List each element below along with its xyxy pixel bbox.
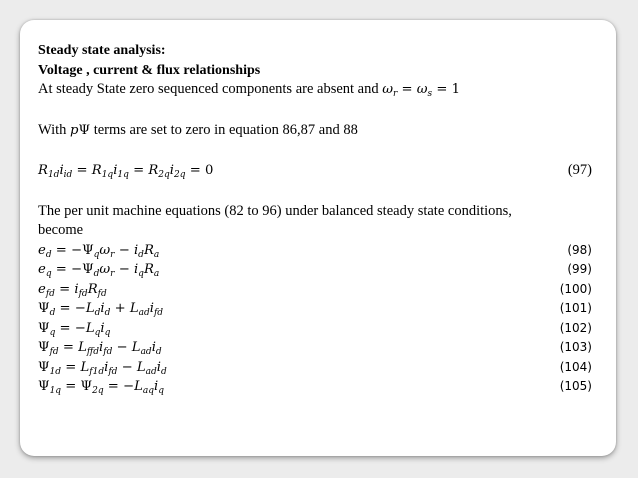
ppsi-suffix: terms are set to zero in equation 86,87 and 88: [93, 121, 358, 138]
intro-line: [38, 80, 598, 100]
per-unit-line-1: The per unit machine equations (82 to 96) under balanced steady state conditions,: [38, 202, 512, 219]
ppsi-line: [38, 121, 598, 141]
equation-104-number: (104): [559, 359, 592, 374]
equation-100-number: (100): [559, 281, 592, 296]
equation-98-number: (98): [567, 242, 592, 257]
equation-97-number: (97): [567, 162, 592, 178]
spacer: [38, 100, 598, 121]
ppsi-prefix: With: [38, 121, 67, 138]
heading-relationships: Voltage , current & flux relationships: [38, 62, 261, 78]
spacer: [38, 181, 598, 202]
slide: [20, 20, 616, 456]
equation-103: $\Psi_{fd} = L_{ffd}i_{fd} - L_{ad}i_d$ (103): [38, 340, 592, 357]
equation-98: $e_d = -\Psi_q\omega_r - i_dR_a$ (98): [38, 242, 592, 260]
equation-104: $\Psi_{1d} = L_{f1d}i_{fd} - L_{ad}i_d$ (104): [38, 359, 592, 377]
equation-97: $R_{1d}i_{id} = R_{1q}i_{1q} = R_{2q}i_{2q} = 0$ (97): [38, 162, 592, 180]
spacer: [38, 140, 598, 161]
equation-105-number: (105): [559, 379, 592, 393]
per-unit-line-2: become: [38, 222, 84, 238]
equation-100: $e_{fd} = i_{fd}R_{fd}$ (100): [38, 281, 592, 299]
equation-102: $\Psi_q = -L_qi_q$ (102): [38, 320, 592, 338]
equation-103-number: (103): [559, 340, 592, 354]
intro-text: At steady State zero sequenced components are absent and: [38, 81, 379, 97]
equation-99: $e_q = -\Psi_d\omega_r - i_qR_a$ (99): [38, 262, 592, 279]
equation-105: $\Psi_{1q} = \Psi_{2q} = -L_{aq}i_q$ (105): [38, 379, 592, 396]
equation-102-number: (102): [559, 320, 592, 335]
equation-101: $\Psi_d = -L_di_d + L_{ad}i_{fd}$ (101): [38, 301, 592, 318]
slide-content: [38, 41, 598, 397]
intro-math: $\omega_r = \omega_s = 1$: [382, 82, 461, 99]
ppsi-term: pΨ: [70, 122, 91, 138]
equation-101-number: (101): [559, 301, 592, 315]
equation-99-number: (99): [567, 262, 592, 276]
heading-steady-state: Steady state analysis:: [38, 43, 166, 58]
